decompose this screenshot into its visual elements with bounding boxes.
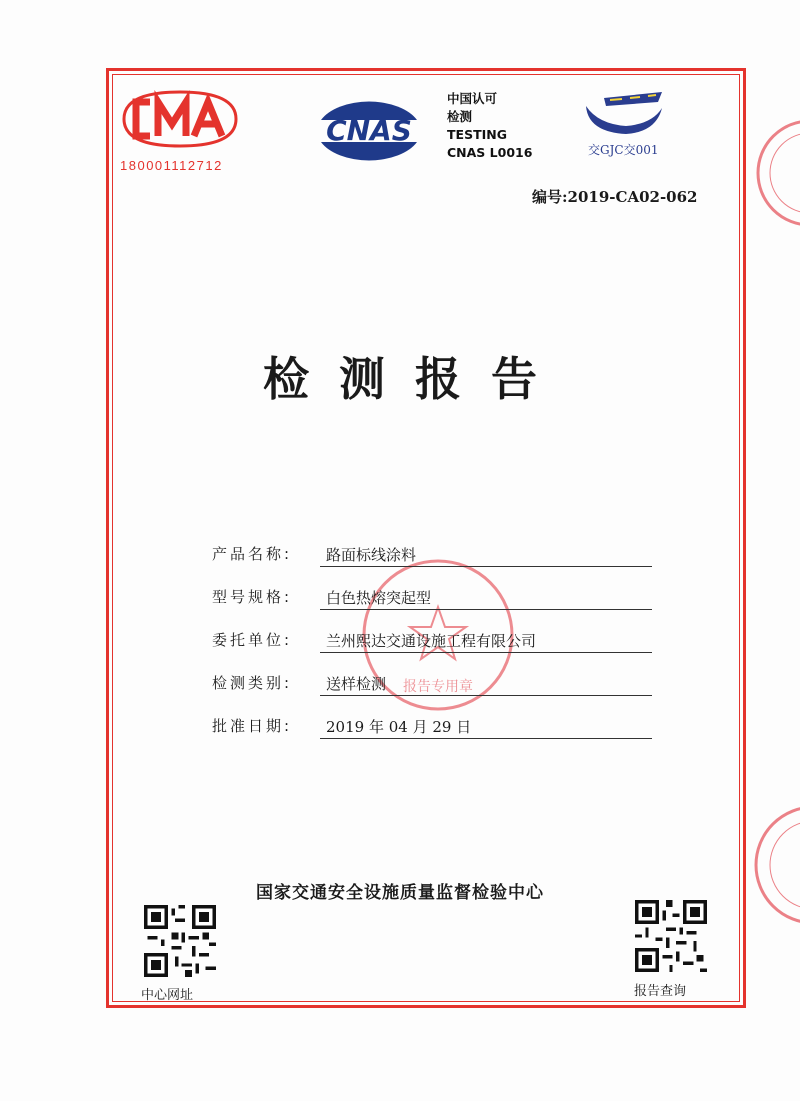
edge-seal-bottom — [752, 800, 800, 930]
field-label: 批准日期: — [212, 717, 293, 735]
field-product-name — [212, 540, 652, 583]
field-client — [212, 626, 652, 669]
field-underline — [320, 695, 652, 696]
seal-text: 报告专用章 — [403, 679, 473, 695]
field-value: 送样检测 — [326, 675, 387, 693]
field-label: 产品名称: — [212, 545, 293, 563]
qr-code-website[interactable] — [144, 905, 216, 977]
report-info-fields — [212, 540, 652, 755]
edge-seal-top — [750, 118, 800, 228]
field-underline — [320, 566, 652, 567]
cnas-line: 检测 — [447, 109, 473, 124]
field-test-category — [212, 669, 652, 712]
report-number: 编号:2019-CA02-062 — [532, 188, 698, 206]
field-label: 委托单位: — [212, 631, 293, 649]
field-model-spec — [212, 583, 652, 626]
cnas-line: TESTING — [447, 127, 507, 142]
field-value: 兰州熙达交通设施工程有限公司 — [326, 632, 537, 650]
cma-logo — [120, 88, 240, 150]
cnas-line: 中国认可 — [447, 91, 498, 106]
field-value: 白色热熔突起型 — [326, 589, 432, 607]
gjc-code: 交GJC交001 — [588, 143, 659, 157]
field-approval-date — [212, 712, 652, 755]
cma-number: 180001112712 — [120, 158, 223, 173]
cnas-accreditation-text — [447, 90, 532, 162]
field-value: 2019 年 04 月 29 日 — [326, 718, 472, 736]
field-underline — [320, 652, 652, 653]
svg-text:CNAS: CNAS — [326, 114, 412, 147]
qr-caption-report-query: 报告查询 — [634, 984, 687, 999]
gjc-logo — [578, 88, 668, 140]
cnas-logo — [305, 90, 433, 172]
report-title: 检测报告 — [263, 352, 567, 406]
field-underline — [320, 738, 652, 739]
document-border-inner — [112, 74, 740, 1002]
cnas-line: CNAS L0016 — [447, 145, 533, 160]
qr-caption-website: 中心网址 — [141, 988, 194, 1003]
qr-code-report-query[interactable] — [635, 900, 707, 972]
field-value: 路面标线涂料 — [326, 546, 417, 564]
field-underline — [320, 609, 652, 610]
field-label: 检测类别: — [212, 674, 293, 692]
field-label: 型号规格: — [212, 588, 293, 606]
issuing-organization: 国家交通安全设施质量监督检验中心 — [256, 883, 544, 903]
